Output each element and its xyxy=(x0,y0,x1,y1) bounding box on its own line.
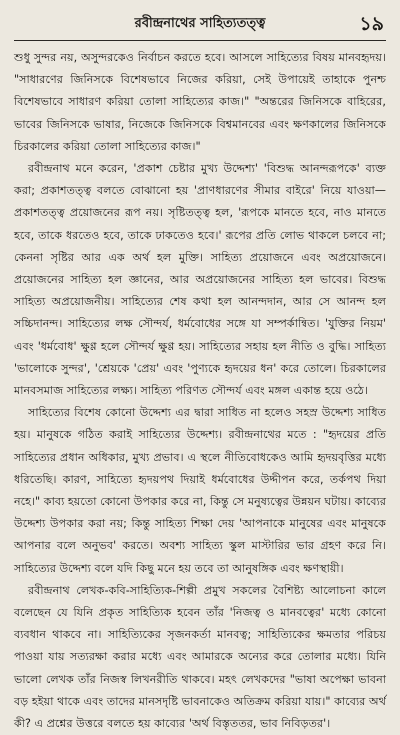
running-header xyxy=(14,10,386,41)
paragraph-2: রবীন্দ্রনাথ মনে করেন, 'প্রকাশ চেষ্টার মুখ্য উদ্দেশ্য' 'বিশুদ্ধ আনন্দরূপকে' ব্যক্ত করা; প্রকাশতত্ত্ব বলতে বোঝানো হয় 'প্রাণধারণের সীমার বাইরে' নিয়ে যাওয়া—প্রকাশতত্ত্ব প্রয়োজনের রূপ নয়। সৃষ্টিতত্ত্ব হল, 'রূপকে মানতে হবে, নাও মানতে হবে, তাকে ধরতেও হবে, তাকে ঢাকতেও হবে।' রূপের প্রতি লোভ থাকলে চলবে না; কেননা সৃষ্টির আর এক অর্থ হল মুক্তি। সাহিত্য প্রয়োজনে এবং অপ্রয়োজনে। প্রয়োজনের সাহিত্য হল জ্ঞানের, আর অপ্রয়োজনের সাহিত্য হল ভাবের। বিশুদ্ধ সাহিত্য অপ্রয়োজনীয়। সাহিত্যের শেষ কথা হল আনন্দদান, আর সে আনন্দ হল সচ্চিদানন্দ। সাহিত্যের লক্ষ সৌন্দর্য, ধর্মবোধের সঙ্গে যা সম্পর্কান্বিত। 'যুক্তির নিয়ম' এবং 'ধর্মবোধ' ক্ষুণ্ণ হলে সৌন্দর্য ক্ষুণ্ণ হয়। সাহিত্যের সহায় হল নীতি ও বুদ্ধি। সাহিত্য 'ভালোকে সুন্দর', 'শ্রেয়কে 'প্রেয়' এবং 'পুণ্যকে হৃদয়ের ধন' করে তোলে। চিরকালের মানবসমাজ সাহিত্যের লক্ষ্য। সাহিত্য পরিণত সৌন্দর্য এবং মঙ্গল একান্ত হয়ে ওঠে। xyxy=(14,162,386,398)
page-number: ১৯ xyxy=(359,13,384,35)
paragraph-1: শুধু সুন্দর নয়, অসুন্দরকেও নির্বাচন করতে হবে। আসলে সাহিত্যের বিষয় মানবহৃদয়। "সাধারণের জিনিসকে বিশেষভাবে নিজের করিয়া, সেই উপায়েই তাহাকে পুনশ্চ বিশেষভাবে সাধারণ করিয়া তোলা সাহিত্যের কাজ।" "অন্তরের জিনিসকে বাহিরের, ভাবের জিনিসকে ভাষার, নিজেকে জিনিসকে বিশ্বমানবের এবং ক্ষণকালের জিনিসকে চিরকালের করিয়া তোলা সাহিত্যের কাজ।" xyxy=(14,51,386,153)
running-title: রবীন্দ্রনাথের সাহিত্যতত্ত্ব xyxy=(134,16,266,31)
body-text xyxy=(14,47,386,735)
paragraph-3: সাহিত্যের বিশেষ কোনো উদ্দেশ্য এর দ্বারা সাধিত না হলেও সহস্র উদ্দেশ্য সাধিত হয়। মানুষকে গঠিত করাই সাহিত্যের উদ্দেশ্য। রবীন্দ্রনাথের মতে : "হৃদয়ের প্রতি সাহিত্যের প্রধান অধিকার, মুখ্য প্রভাব। এ স্থলে নীতিবোধকেও আমি হৃদয়বৃত্তির মধ্যে ধরিতেছি। কারণ, সাহিত্যে হৃদয়পথ দিয়াই ধর্মবোধের উদ্দীপন করে, তর্কপথ দিয়া নহে।" কাব্য হয়তো কোনো উপকার করে না, কিন্তু সে মনুষ্যত্বের উন্নয়ন ঘটায়। কাব্যের উদ্দেশ্য উপকার করা নয়; কিন্তু সাহিত্য শিক্ষা দেয় 'আপনাকে মানুষের এবং মানুষকে আপনার বলে অনুভব' করতে। অবশ্য সাহিত্য স্কুল মাস্টারির ভার গ্রহণ করে নি। সাহিত্যের উদ্দেশ্য বলে যদি কিছু মনে হয় তবে তা আনুষঙ্গিক এবং ক্ষণস্থায়ী। xyxy=(14,406,386,575)
paragraph-4: রবীন্দ্রনাথ লেখক-কবি-সাহিত্যিক-শিল্পী প্রমুখ সকলের বৈশিষ্ট্য আলোচনা কালে বলেছেন যে যিনি প্রকৃত সাহিত্যিক হবেন তাঁর 'নিজত্ব ও মানবত্বের' মধ্যে কোনো ব্যবধান থাকবে না। সাহিত্যিকের সৃজনকর্তা মানবত্ব; সাহিত্যিকের ক্ষমতার পরিচয় পাওয়া যায় সত্যরক্ষা করার মধ্যে এবং আমারকে অন্যের করে তোলার মধ্যে। যিনি ভালো লেখক তাঁর নিজস্ব লিখনরীতি থাকবে। মহৎ লেখকদের "ভাষা অপেক্ষা ভাবনা বড় হইয়া থাকে এবং তাদের মানসদৃষ্টি ভাবনাকেও অতিক্রম করিয়া যায়।" কাব্যের অর্থ কী? এ প্রশ্নের উত্তরে বলতে হয় কাব্যের 'অর্থ বিস্তৃততর, ভাব নিবিড়তর'। xyxy=(14,583,386,731)
